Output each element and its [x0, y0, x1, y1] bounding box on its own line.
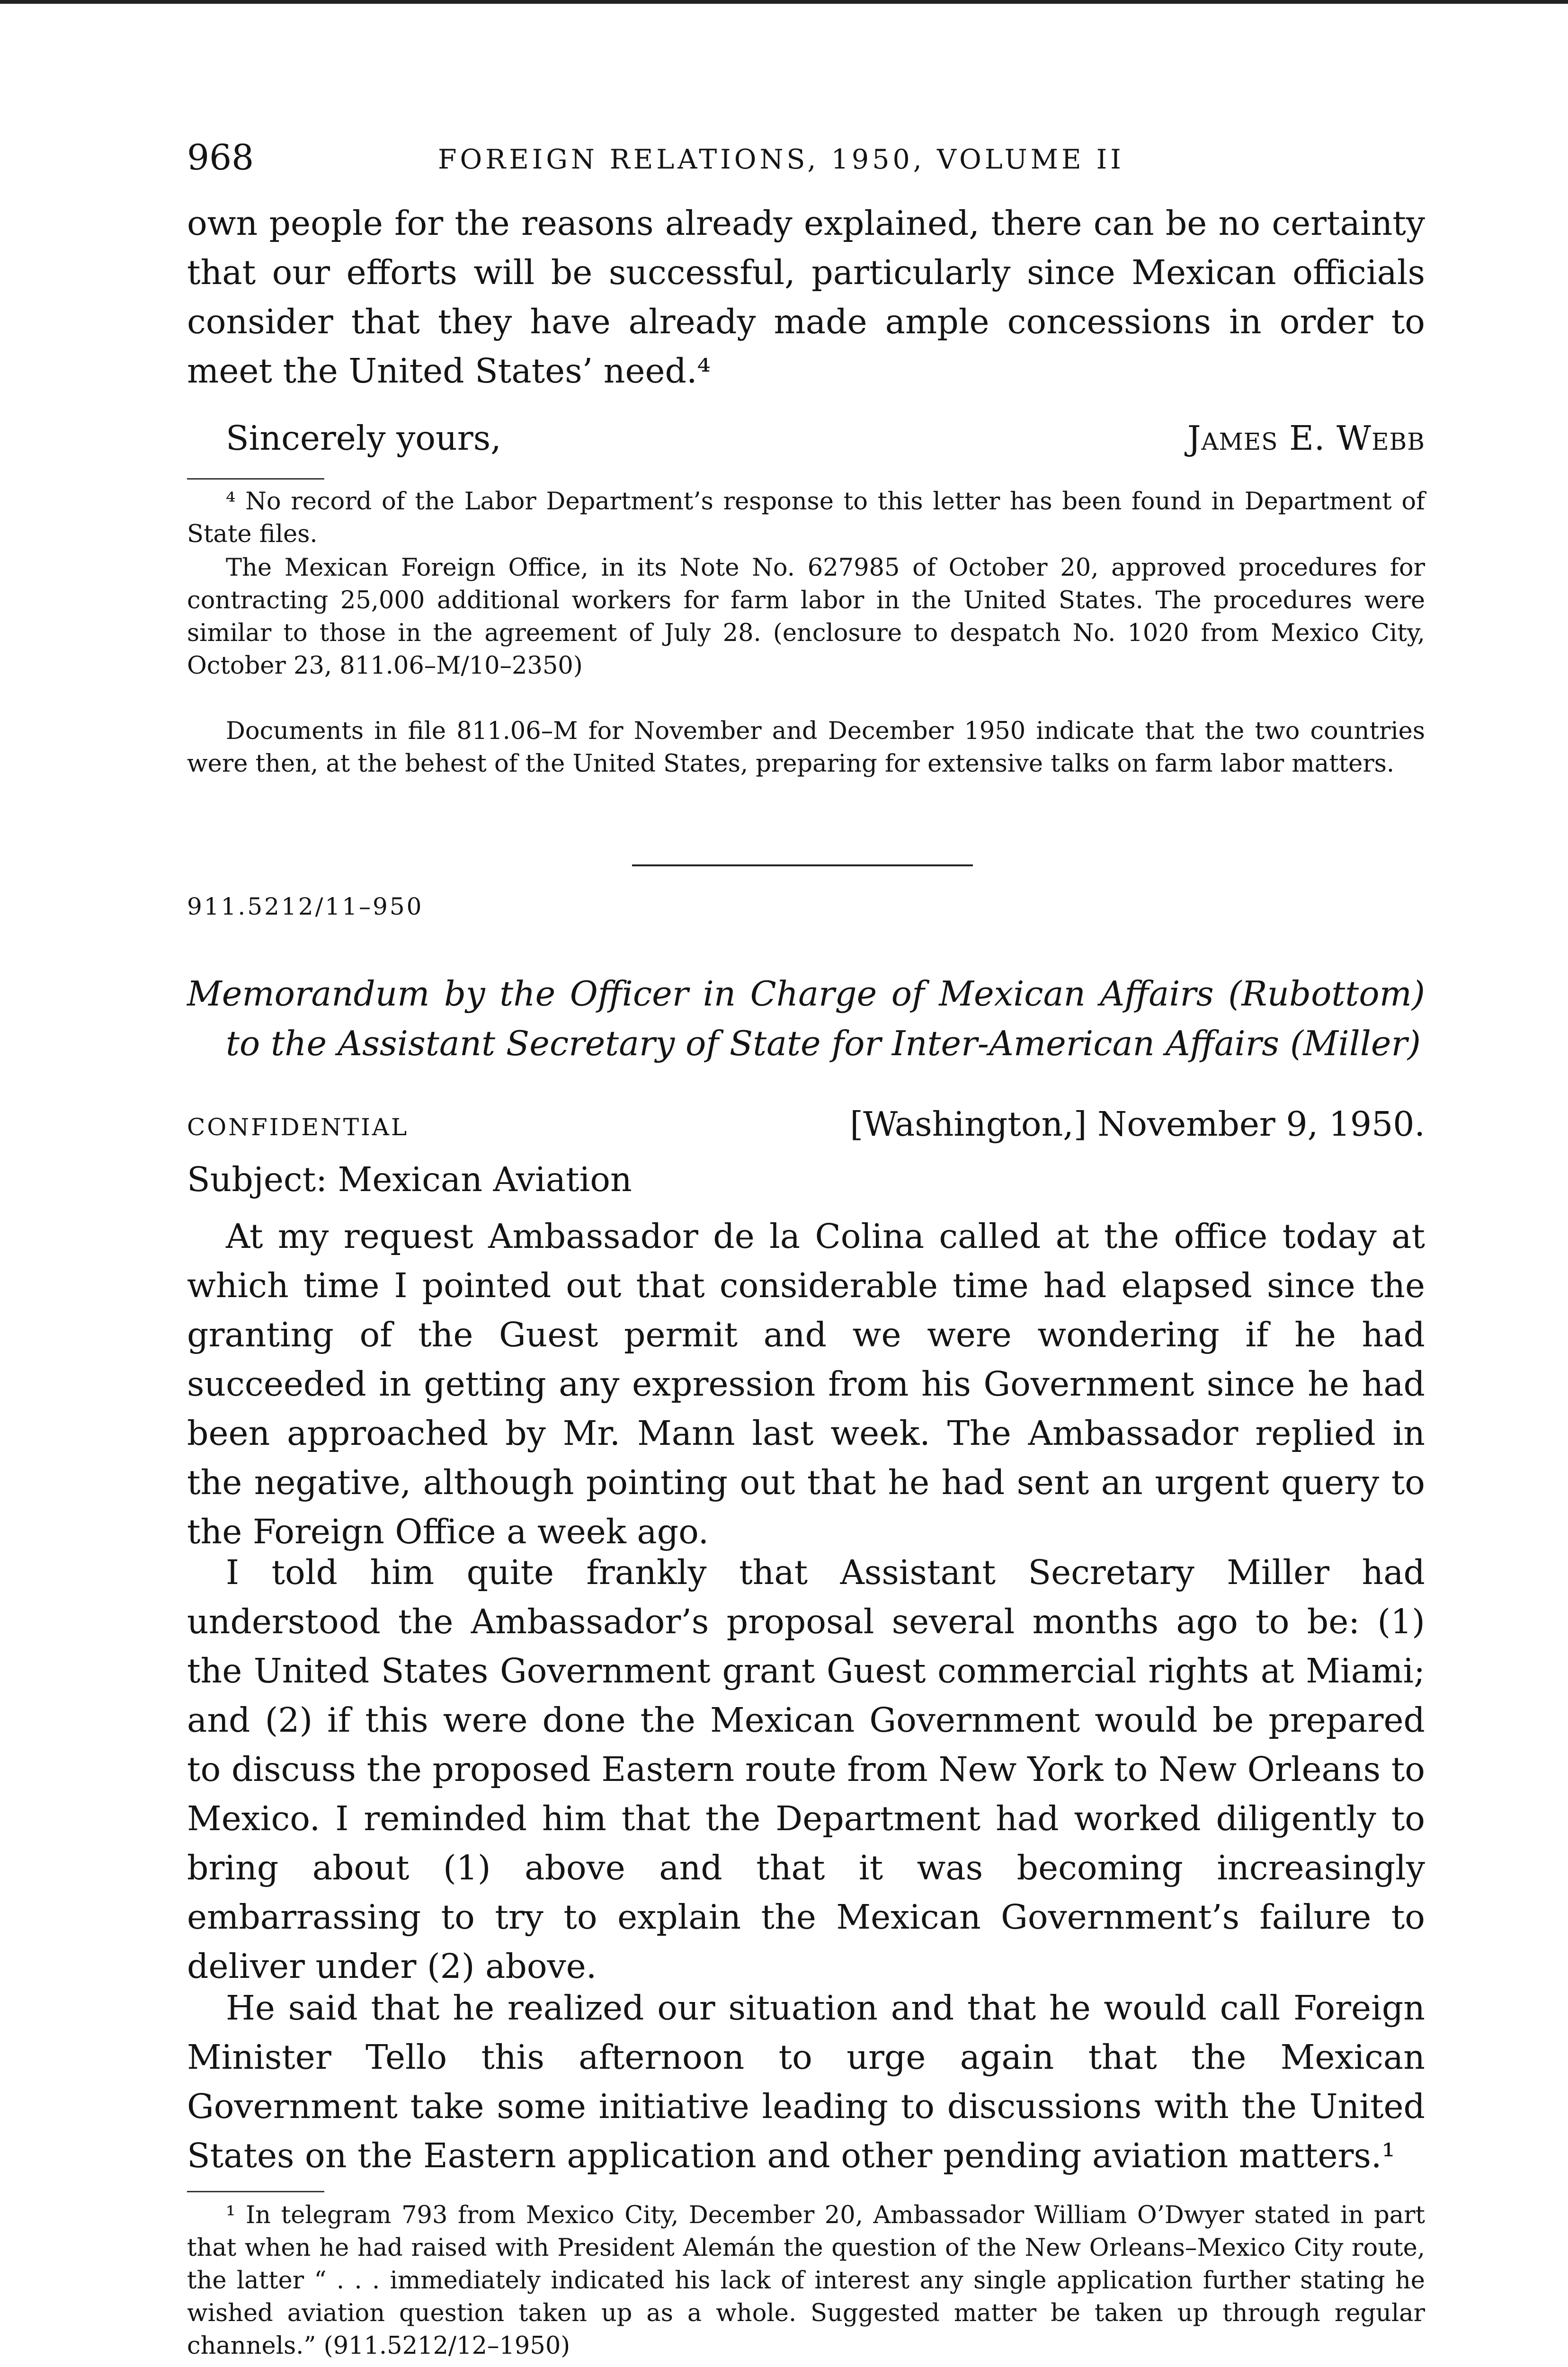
memo-paragraph-3: He said that he realized our situation and that he would call Foreign Minister Tello this afternoon to urge again that the Mexican Government take some initiative leading to discussions with the United States on the Eastern application and other pending aviation matters.¹: [187, 1988, 1425, 2175]
memo-paragraph-1: At my request Ambassador de la Colina called at the office today at which time I pointed out that considerable time had elapsed since the granting of the Guest permit and we were wondering if he had succeeded in getting any expression from his Government since he had been approached by Mr. Mann last week. The Ambassador replied in the negative, although pointing out that he had sent an urgent query to the Foreign Office a week ago.: [187, 1217, 1425, 1551]
letter-closing: Sincerely yours,: [226, 418, 501, 458]
footnote-4-part-2: The Mexican Foreign Office, in its Note No. 627985 of October 20, approved procedures for contracting 25,000 additional workers for farm labor in the United States. The procedures were similar to those in the agreement of July 28. (enclosure to despatch No. 1020 from Mexico City, October 23, 811.06–M/10–2350): [187, 554, 1425, 680]
classification-date-line: [187, 1101, 1425, 1148]
memo-subject: Subject: Mexican Aviation: [187, 1160, 632, 1199]
footnote-4-part-1: ⁴ No record of the Labor Department’s response to this letter has been found in Department of State files.: [187, 488, 1425, 548]
classification-label: CONFIDENTIAL: [187, 1113, 409, 1141]
page-header: [187, 136, 1427, 179]
memo-title: Memorandum by the Officer in Charge of Mexican Affairs (Rubottom) to the Assistant Secretary of State for Inter-American Affairs (Miller): [187, 974, 1425, 1063]
footnote-divider-bottom: [187, 2191, 324, 2192]
running-head: FOREIGN RELATIONS, 1950, VOLUME II: [438, 144, 1124, 175]
file-number: 911.5212/11–950: [187, 893, 424, 920]
footnote-4-part-3: Documents in file 811.06–M for November and December 1950 indicate that the two countries were then, at the behest of the United States, preparing for extensive talks on farm labor matters.: [187, 717, 1425, 778]
letter-continuation: own people for the reasons already explained, there can be no certainty that our efforts will be successful, particularly since Mexican officials consider that they have already made ample concessions in order to meet the United States’ need.⁴: [187, 204, 1425, 391]
letter-signature: James E. Webb: [1187, 418, 1425, 458]
memo-date: [Washington,] November 9, 1950.: [850, 1104, 1425, 1144]
top-border-rule: [0, 0, 1568, 4]
section-divider: [632, 864, 973, 866]
memo-paragraph-2: I told him quite frankly that Assistant Secretary Miller had understood the Ambassador’s proposal several months ago to be: (1) the United States Government grant Guest commercial rights at Miami; and (2) if this were done the Mexican Government would be prepared to discuss the proposed Eastern route from New York to New Orleans to Mexico. I reminded him that the Department had worked diligently to bring about (1) above and that it was becoming increasingly embarrassing to try to explain the Mexican Government’s failure to deliver under (2) above.: [187, 1553, 1425, 1986]
page-number: 968: [187, 137, 254, 178]
footnote-divider-top: [187, 478, 324, 480]
letter-closing-line: [187, 414, 1425, 463]
footnote-1: ¹ In telegram 793 from Mexico City, December 20, Ambassador William O’Dwyer stated in part that when he had raised with President Alemán the question of the New Orleans–Mexico City route, the latter “ . . . immediately indicated his lack of interest any single application further stating he wished aviation question taken up as a whole. Suggested matter be taken up through regular channels.” (911.5212/12–1950): [187, 2201, 1425, 2360]
